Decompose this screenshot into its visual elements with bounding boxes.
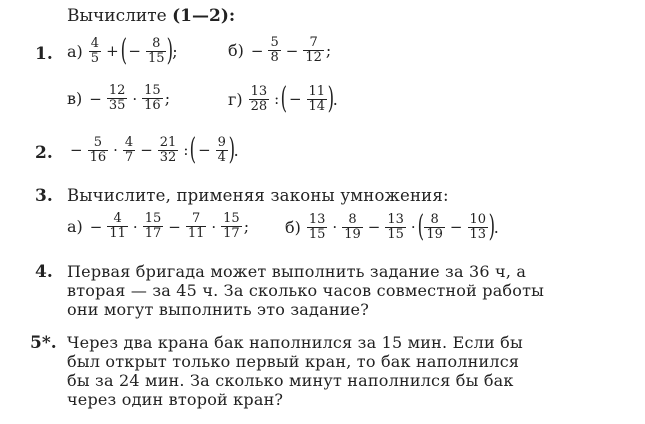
problem-1c: в) − $\frac{12}{35}$ · $\frac{15}{16}$ ; xyxy=(67,83,171,113)
problem-1d: г) $\frac{13}{28}$ : ( − $\frac{11}{14}$ ) . xyxy=(228,81,338,116)
problem-5-line-4: через один второй кран? xyxy=(67,390,284,409)
fraction: $\frac{13}{15}$ xyxy=(308,211,326,242)
fraction: $\frac{13}{15}$ xyxy=(387,211,404,242)
fraction: $\frac{10}{13}$ xyxy=(469,211,487,242)
fraction: $\frac{7}{12}$ xyxy=(305,35,322,65)
problem-3-text: Вычислите, применяя законы умножения: xyxy=(67,186,449,205)
problem-5-line-2: был открыт только первый кран, то бак наполнился xyxy=(67,352,520,371)
fraction: $\frac{9}{4}$ xyxy=(217,134,226,165)
section-heading xyxy=(67,6,235,26)
problem-3a-label: а) xyxy=(67,217,83,236)
problem-1d-label: г) xyxy=(228,89,243,109)
problem-3b: б) $\frac{13}{15}$ · $\frac{8}{19}$ − $\frac{13}{15}$ · ( $\frac{8}{19}$ − $\frac{10}{13}$ ) . xyxy=(285,209,499,244)
problem-1c-label: в) xyxy=(67,89,83,108)
fraction: $\frac{15}{17}$ xyxy=(223,211,240,241)
problem-1b-label: б) xyxy=(228,41,244,60)
problem-5-line-3: бы за 24 мин. За сколько минут наполнился бы бак xyxy=(67,371,514,390)
problem-1a-label: а) xyxy=(67,41,83,61)
problem-3a: а) − $\frac{4}{11}$ · $\frac{15}{17}$ − $\frac{7}{11}$ · $\frac{15}{17}$ ; xyxy=(67,211,250,241)
fraction: $\frac{8}{19}$ xyxy=(426,211,443,242)
fraction: $\frac{15}{17}$ xyxy=(144,211,162,241)
problem-2-number: 2. xyxy=(35,143,53,163)
fraction: $\frac{5}{8}$ xyxy=(270,35,279,65)
fraction: $\frac{5}{16}$ xyxy=(89,134,107,165)
fraction: $\frac{12}{35}$ xyxy=(108,83,126,113)
fraction: $\frac{4}{11}$ xyxy=(109,211,126,241)
fraction: $\frac{4}{7}$ xyxy=(124,134,134,165)
fraction: $\frac{8}{15}$ xyxy=(147,35,165,66)
heading-range: (1—2): xyxy=(172,6,236,26)
problem-1-number: 1. xyxy=(35,44,53,64)
fraction: $\frac{15}{16}$ xyxy=(144,83,161,113)
problem-3-number: 3. xyxy=(35,186,53,206)
fraction: $\frac{8}{19}$ xyxy=(344,211,361,242)
fraction: $\frac{4}{5}$ xyxy=(90,35,100,66)
fraction: $\frac{11}{14}$ xyxy=(308,83,326,114)
problem-4-line-3: они могут выполнить это задание? xyxy=(67,300,370,319)
problem-4-line-1: Первая бригада может выполнить задание за 36 ч, а xyxy=(67,262,527,281)
problem-5-number: 5*. xyxy=(30,333,57,353)
problem-3b-label: б) xyxy=(285,217,301,237)
problem-4-number: 4. xyxy=(35,262,53,282)
fraction: $\frac{7}{11}$ xyxy=(187,211,205,241)
fraction: $\frac{13}{28}$ xyxy=(250,83,268,114)
problem-1a: а) $\frac{4}{5}$ + ( − $\frac{8}{15}$ ) ; xyxy=(67,33,178,68)
problem-5-line-1: Через два крана бак наполнился за 15 мин. Если бы xyxy=(67,333,523,352)
problem-2-expression: − $\frac{5}{16}$ · $\frac{4}{7}$ − $\frac{21}{32}$ : ( − $\frac{9}{4}$ ) . xyxy=(70,132,239,167)
problem-1b: б) − $\frac{5}{8}$ − $\frac{7}{12}$ ; xyxy=(228,35,332,65)
problem-4-line-2: вторая — за 45 ч. За сколько часов совместной работы xyxy=(67,281,545,300)
fraction: $\frac{21}{32}$ xyxy=(159,134,177,165)
heading-prefix: Вычислите xyxy=(67,6,173,26)
